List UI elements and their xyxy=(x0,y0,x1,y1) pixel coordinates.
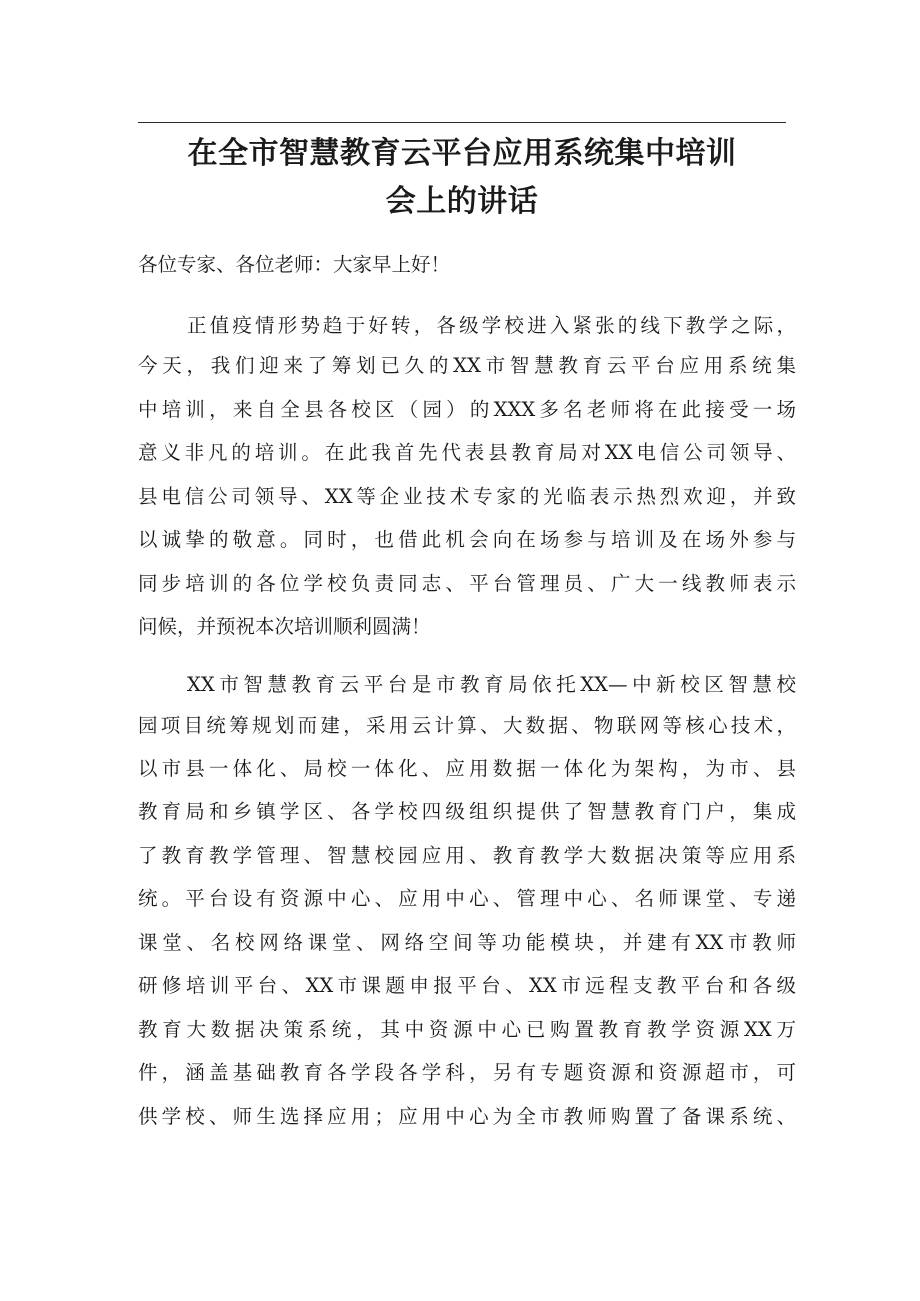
paragraph-1-line: 今天，我们迎来了筹划已久的XX市智慧教育云平台应用系统集 xyxy=(138,354,796,377)
salutation: 各位专家、各位老师：大家早上好！ xyxy=(138,253,451,276)
paragraph-2-line: 教育大数据决策系统，其中资源中心已购置教育教学资源XX万 xyxy=(138,1018,796,1041)
paragraph-1-line: 中培训，来自全县各校区（园）的XXX多名老师将在此接受一场 xyxy=(138,398,796,421)
paragraph-1-line: 县电信公司领导、XX等企业技术专家的光临表示热烈欢迎，并致 xyxy=(138,485,796,508)
paragraph-2-line: 以市县一体化、局校一体化、应用数据一体化为架构，为市、县 xyxy=(138,757,796,780)
paragraph-2-line: XX市智慧教育云平台是市教育局依托XX—中新校区智慧校 xyxy=(187,673,796,696)
paragraph-1-line: 同步培训的各位学校负责同志、平台管理员、广大一线教师表示 xyxy=(138,572,796,595)
paragraph-2-line: 课堂、名校网络课堂、网络空间等功能模块，并建有XX市教师 xyxy=(138,931,796,954)
paragraph-1-line: 以诚挚的敬意。同时，也借此机会向在场参与培训及在场外参与 xyxy=(138,528,796,551)
document-title-line-1: 在全市智慧教育云平台应用系统集中培训 xyxy=(187,136,737,171)
paragraph-1-line: 正值疫情形势趋于好转，各级学校进入紧张的线下教学之际， xyxy=(187,314,796,337)
paragraph-2-line: 统。平台设有资源中心、应用中心、管理中心、名师课堂、专递 xyxy=(138,887,796,910)
paragraph-2-line: 教育局和乡镇学区、各学校四级组织提供了智慧教育门户，集成 xyxy=(138,800,796,823)
paragraph-1-line: 问候，并预祝本次培训顺利圆满！ xyxy=(138,615,431,638)
paragraph-2-line: 研修培训平台、XX市课题申报平台、XX市远程支教平台和各级 xyxy=(138,974,796,997)
paragraph-2-line: 了教育教学管理、智慧校园应用、教育教学大数据决策等应用系 xyxy=(138,844,796,867)
document-title-line-2: 会上的讲话 xyxy=(385,184,539,219)
paragraph-2-line: 件，涵盖基础教育各学段各学科，另有专题资源和资源超市，可 xyxy=(138,1061,796,1084)
paragraph-2-line: 园项目统筹规划而建，采用云计算、大数据、物联网等核心技术， xyxy=(138,714,796,737)
header-rule xyxy=(138,122,786,123)
paragraph-1-line: 意义非凡的培训。在此我首先代表县教育局对XX电信公司领导、 xyxy=(138,441,796,464)
paragraph-2-line: 供学校、师生选择应用；应用中心为全市教师购置了备课系统、 xyxy=(138,1105,796,1128)
